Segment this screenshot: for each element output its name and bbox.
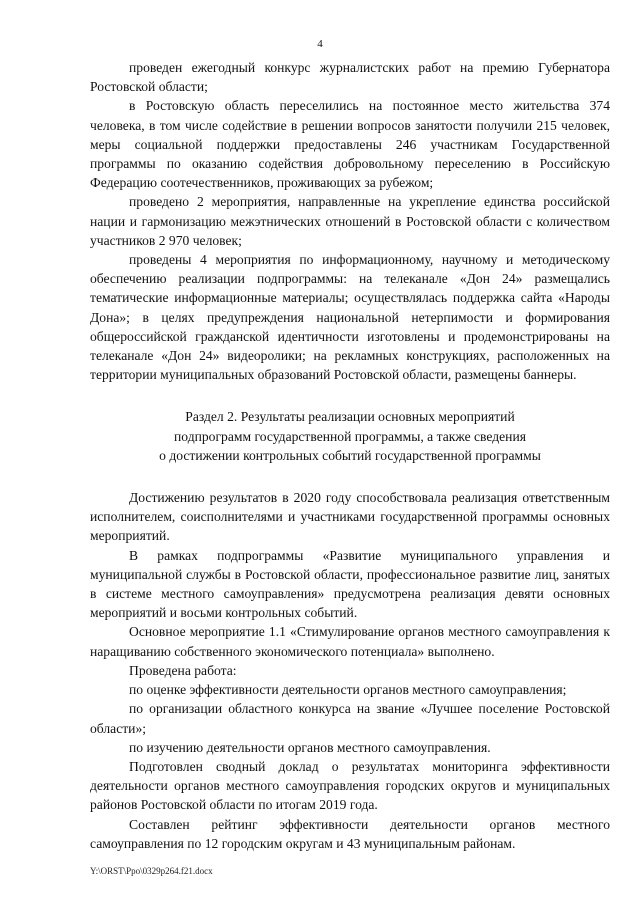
file-path-footer: Y:\ORST\Ppo\0329p264.f21.docx: [90, 866, 213, 876]
paragraph: по организации областного конкурса на звание «Лучшее поселение Ростовской области»;: [90, 701, 610, 736]
section-heading-line: Раздел 2. Результаты реализации основных мероприятий: [185, 409, 515, 425]
paragraph: проведен ежегодный конкурс журналистских работ на премию Губернатора Ростовской области;: [90, 60, 610, 95]
paragraph: Основное мероприятие 1.1 «Стимулирование органов местного самоуправления к наращиванию собственного экономического потенциала» выполнено.: [90, 624, 610, 659]
section-heading: [90, 407, 610, 465]
paragraph: проведены 4 мероприятия по информационному, научному и методическому обеспечению реализации подпрограммы: на телеканале «Дон 24» размещались тематические информационные материалы; осуществлялась поддержка сайта «Народы Дона»; в целях предупреждения национальной нетерпимости и формирования общероссийской гражданской идентичности изготовлены и продемонстрированы на телеканале «Дон 24» видеоролики; на рекламных конструкциях, расположенных на территории муниципальных образований Ростовской области, размещены баннеры.: [90, 252, 610, 383]
paragraph: Составлен рейтинг эффективности деятельности органов местного самоуправления по 12 городским округам и 43 муниципальным районам.: [90, 816, 610, 851]
paragraph: Проведена работа:: [129, 662, 237, 678]
section-heading-line: о достижении контрольных событий государственной программы: [159, 447, 541, 463]
page-number: 4: [317, 38, 323, 50]
paragraph: Подготовлен сводный доклад о результатах мониторинга эффективности деятельности органов местного самоуправления городских округов и муниципальных районов Ростовской области по итогам 2019 года.: [90, 758, 610, 813]
paragraph: в Ростовскую область переселились на постоянное место жительства 374 человека, в том числе содействие в решении вопросов занятости получили 215 человек, меры социальной поддержки предоставлены 246 участникам Государственной программы по оказанию содействия добровольному переселению в Российскую Федерацию соотечественников, проживающих за рубежом;: [90, 98, 610, 191]
paragraph: проведено 2 мероприятия, направленные на укрепление единства российской нации и гармонизацию межэтнических отношений в Ростовской области с количеством участников 2 970 человек;: [90, 194, 610, 248]
paragraph: по изучению деятельности органов местного самоуправления.: [129, 739, 491, 755]
paragraph: Достижению результатов в 2020 году способствовала реализация ответственным исполнителем, соисполнителями и участниками государственной программы основных мероприятий.: [90, 490, 610, 544]
paragraph: по оценке эффективности деятельности органов местного самоуправления;: [129, 682, 567, 698]
paragraph: В рамках подпрограммы «Развитие муниципального управления и муниципальной службы в Ростовской области, профессиональное развитие лиц, занятых в системе местного самоуправления» предусмотрена реализация девяти основных мероприятий и восьми контрольных событий.: [90, 547, 610, 621]
section-heading-line: подпрограмм государственной программы, а также сведения: [174, 428, 526, 444]
document-body: [90, 58, 610, 853]
